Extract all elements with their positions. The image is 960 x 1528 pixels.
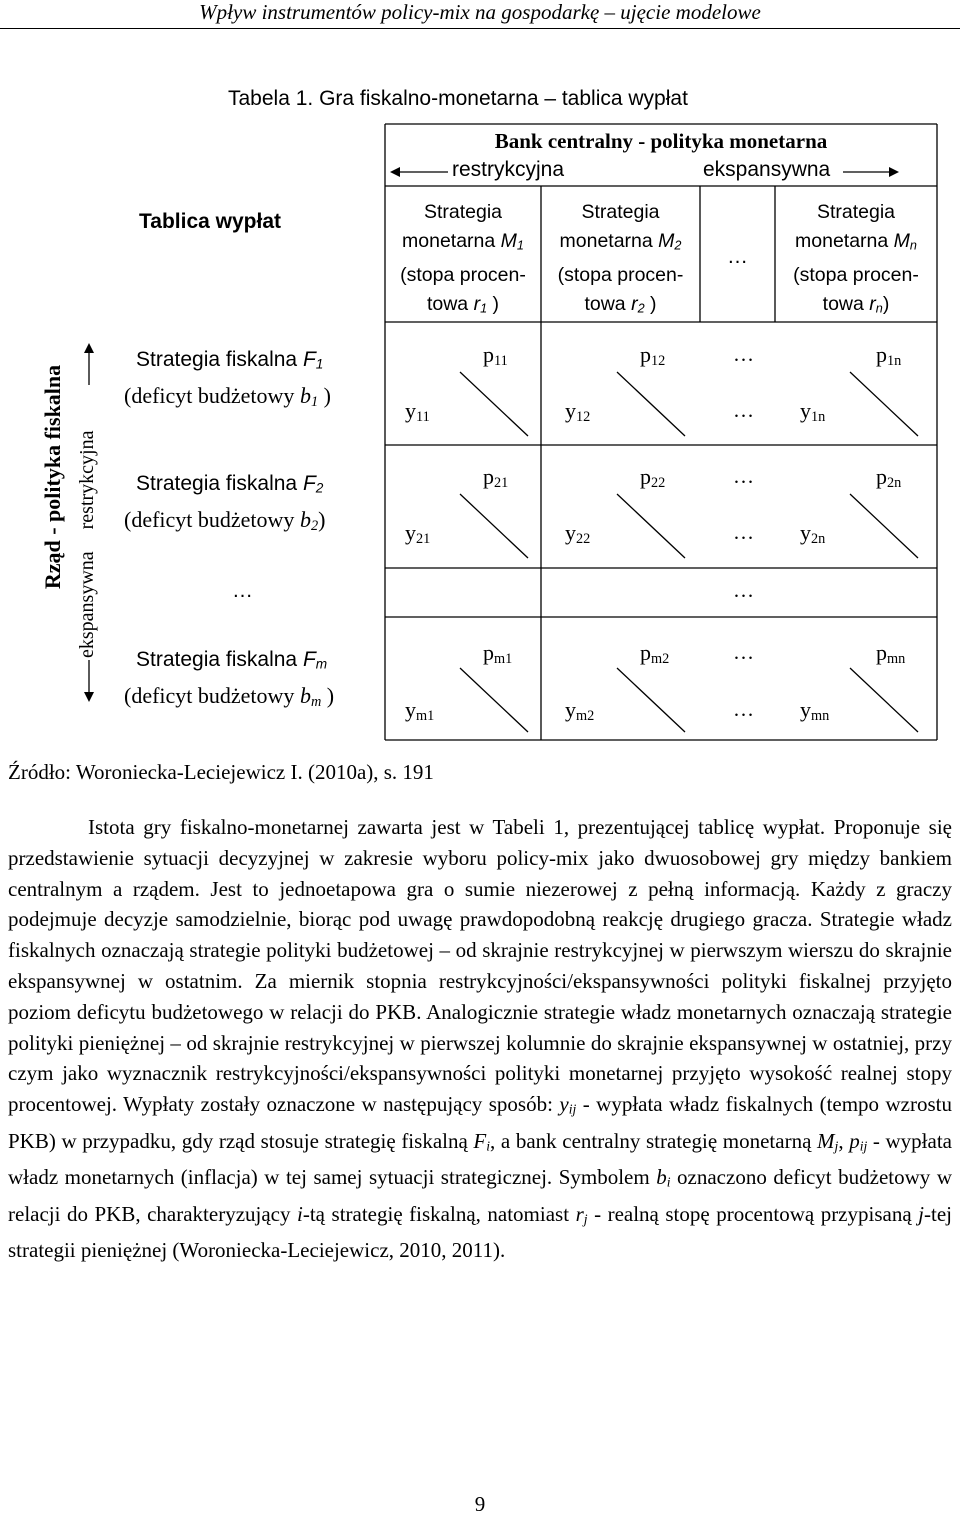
- math-symbol: p: [849, 1128, 860, 1153]
- row-group-title: Rząd - polityka fiskalna: [40, 364, 65, 590]
- math-subscript: ij: [568, 1101, 577, 1117]
- col-header-ellipsis: …: [727, 245, 748, 268]
- col-eksp-label: ekspansywna: [703, 158, 831, 181]
- payoff-ellipsis-2b: …: [733, 520, 754, 544]
- math-subscript: ij: [859, 1138, 868, 1154]
- math-subscript: j: [834, 1138, 839, 1154]
- payoff-ellipsis-1b: …: [733, 398, 754, 422]
- row-restr-label: restrykcyjna: [76, 430, 98, 530]
- paragraph-run: -tej strategii pieniężnej (Woroniecka-Leciejewicz, 2010, 2011).: [8, 1201, 952, 1263]
- col-restr-label: restrykcyjna: [452, 158, 565, 181]
- math-symbol: b: [656, 1165, 667, 1190]
- table-caption: Tabela 1. Gra fiskalno-monetarna – tablica wypłat: [228, 87, 688, 110]
- payoff-y-1-n: $y_{1n}$: [800, 398, 826, 425]
- payoff-y-2-n: $y_{2n}$: [800, 520, 826, 547]
- payoff-p-1-n: $p_{1n}$: [876, 342, 902, 369]
- row-direction-labels: [76, 358, 102, 658]
- payoff-y-2-1: $y_{21}$: [405, 520, 431, 547]
- payoff-y-m-n: $y_{mn}$: [800, 697, 830, 724]
- payoff-p-1-1: $p_{11}$: [483, 342, 508, 369]
- payoff-ellipsis-mb: …: [733, 697, 754, 721]
- row-header-1-line2: (deficyt budżetowy $b_1$ ): [124, 383, 331, 410]
- page-number: 9: [474, 1492, 486, 1516]
- payoff-y-1-2: $y_{12}$: [565, 398, 591, 425]
- math-symbol: r: [575, 1201, 584, 1226]
- col-header-2: Strategia monetarna $M_2$ (stopa procen- towa $r_2$ ): [557, 201, 684, 316]
- row-header-ellipsis: …: [232, 579, 253, 602]
- payoff-ellipsis-2a: …: [733, 464, 754, 488]
- math-subscript: i: [486, 1138, 491, 1154]
- body-paragraph: [8, 812, 952, 1266]
- table-source: Źródło: Woroniecka-Leciejewicz I. (2010a), s. 191: [8, 760, 434, 784]
- paragraph-run: - wypłata władz monetarnych (inflacja) w tej samej sytuacji strategicznej. Symbolem: [8, 1128, 952, 1190]
- math-symbol: j: [918, 1201, 925, 1226]
- row-header-2-line2: (deficyt budżetowy $b_2$): [124, 507, 326, 534]
- math-subscript: i: [666, 1174, 671, 1190]
- running-header: Wpływ instrumentów policy-mix na gospodarkę – ujęcie modelowe: [199, 0, 761, 24]
- payoff-y-2-2: $y_{22}$: [565, 520, 591, 547]
- row-header-m-line1: Strategia fiskalna $F_m$: [136, 648, 328, 672]
- math-symbol: i: [297, 1201, 303, 1226]
- math-symbol: F: [473, 1128, 487, 1153]
- paragraph-run: , a bank centralny strategię monetarną: [490, 1128, 818, 1153]
- payoff-p-2-1: $p_{21}$: [483, 464, 509, 491]
- math-symbol: y: [559, 1092, 569, 1117]
- paragraph-text: [8, 812, 952, 1266]
- payoff-p-m-2: $p_{m2}$: [640, 640, 670, 667]
- row-header-2-line1: Strategia fiskalna $F_2$: [136, 472, 324, 496]
- corner-label: Tablica wypłat: [139, 210, 281, 233]
- payoff-y-m-1: $y_{m1}$: [405, 697, 435, 724]
- payoff-y-1-1: $y_{11}$: [405, 398, 430, 425]
- paragraph-run: -tą strategię fiskalną, natomiast: [302, 1201, 576, 1226]
- paragraph-run: oznaczono deficyt budżetowy w relacji do PKB, charakteryzujący: [8, 1165, 952, 1226]
- payoff-p-2-2: $p_{22}$: [640, 464, 666, 491]
- row-header-1-line1: Strategia fiskalna $F_1$: [136, 348, 324, 372]
- row-header-m-line2: (deficyt budżetowy $b_m$ ): [124, 683, 335, 710]
- payoff-y-m-2: $y_{m2}$: [565, 697, 595, 724]
- math-subscript: j: [583, 1211, 588, 1227]
- col-header-n: Strategia monetarna $M_n$ (stopa procen- towa $r_n$): [793, 201, 919, 316]
- paragraph-run: - realną stopę procentową przypisaną: [587, 1201, 919, 1226]
- table-grid: [0, 0, 960, 760]
- paragraph-run: ,: [838, 1128, 850, 1153]
- payoff-ellipsis-mid: …: [733, 578, 754, 602]
- paragraph-run: - wypłata władz fiskalnych (tempo wzrostu PKB) w przypadku, gdy rząd stosuje strategię fiskalną: [8, 1092, 952, 1153]
- payoff-ellipsis-ma: …: [733, 640, 754, 664]
- payoff-ellipsis-1a: …: [733, 342, 754, 366]
- payoff-p-m-n: $p_{mn}$: [876, 640, 906, 667]
- math-symbol: M: [817, 1128, 835, 1153]
- payoff-p-m-1: $p_{m1}$: [483, 640, 513, 667]
- col-header-1: Strategia monetarna $M_1$ (stopa procen- towa $r_1$ ): [400, 201, 526, 316]
- paragraph-run: Istota gry fiskalno-monetarnej zawarta jest w Tabeli 1, prezentującej tablicę wypłat. Proponuje się przedstawienie sytuacji decyzyjnej w zakresie wyboru policy-mix jako dwuosobowej gry między bankiem centralnym a rządem. Jest to jednoetapowa gra o sumie niezerowej z pełną informacją. Każdy z graczy podejmuje decyzje samodzielnie, biorąc pod uwagę prawdopodobną reakcję drugiego gracza. Strategie władz fiskalnych oznaczają strategie polityki budżetowej – od skrajnie restrykcyjnej w pierwszym wierszu do skrajnie ekspansywnej w ostatnim. Za miernik stopnia restrykcyjności/ekspansywności polityki fiskalnej przyjęto poziom deficytu budżetowego w relacji do PKB. Analogicznie strategie władz monetarnych oznaczają strategie polityki pieniężnej – od skrajnie restrykcyjnej w pierwszej kolumnie do skrajnie ekspansywnej w ostatniej, przy czym jako wyznacznik restrykcyjności/ekspansywności polityki monetarnej przyjęto wysokość realnej stopy procentowej. Wypłaty zostały oznaczone w następujący sposób:: [8, 815, 952, 1117]
- payoff-p-1-2: $p_{12}$: [640, 342, 666, 369]
- row-eksp-label: ekspansywna: [76, 551, 98, 658]
- payoff-p-2-n: $p_{2n}$: [876, 464, 902, 491]
- col-group-title: Bank centralny - polityka monetarna: [494, 129, 828, 153]
